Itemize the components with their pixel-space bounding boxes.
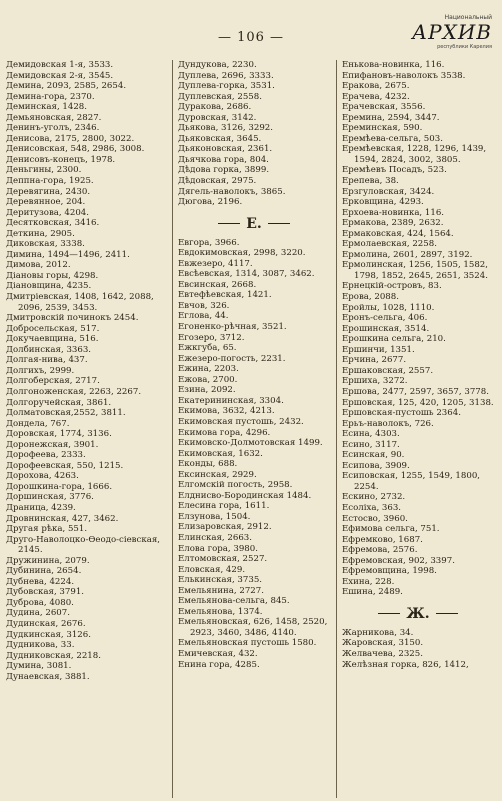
- index-entry: Ерчина, 2677.: [342, 355, 407, 366]
- index-entry: Елькинская, 3735.: [178, 575, 263, 586]
- index-entry: Екимовско-Долмотовская 1499.: [178, 438, 323, 449]
- index-entry: Еронъ-сельга, 406.: [342, 313, 428, 324]
- index-entry: Ермолина, 2601, 2897, 3192.: [342, 249, 473, 260]
- section-letter-heading: Ж.: [342, 606, 494, 622]
- index-entry: Евсѣевская, 1314, 3087, 3462.: [178, 269, 315, 280]
- index-entry: Еловская, 429.: [178, 564, 246, 575]
- index-entry: Ерачева, 4232.: [342, 91, 410, 102]
- index-entry: Денисовъ-конецъ, 1978.: [6, 154, 116, 165]
- index-entry: Екимова, 3632, 4213.: [178, 406, 275, 417]
- index-entry: Естосво, 3960.: [342, 513, 408, 524]
- column-2: [178, 60, 330, 798]
- index-entry: Добросельская, 517.: [6, 323, 100, 334]
- index-entry: Желѣзная горка, 826, 1412,: [342, 659, 469, 670]
- index-entry: Емичевская, 432.: [178, 648, 258, 659]
- index-entry: Енина гора, 4285.: [178, 659, 260, 670]
- index-entry: Денисова, 2175, 2800, 3022.: [6, 133, 135, 144]
- index-entry: Долгоноженская, 2263, 2267.: [6, 386, 142, 397]
- index-entry: Ернецкій-островъ, 83.: [342, 281, 442, 292]
- index-entry: Діановы горы, 4298.: [6, 270, 99, 281]
- index-entry: Ершовская, 125, 420, 1205, 3138.: [342, 397, 494, 408]
- index-entry: Дондела, 767.: [6, 418, 70, 429]
- section-letter-heading: Е.: [178, 216, 330, 232]
- index-entry: Егоненко-рѣчная, 3521.: [178, 322, 287, 333]
- index-entry: Есипова, 3909.: [342, 460, 410, 471]
- index-entry: Ежова, 2700.: [178, 374, 238, 385]
- index-entry: Ермолаевская, 2258.: [342, 239, 437, 250]
- index-entry: Емельяновская, 626, 1458, 2520, 2923, 3460, 3486, 4140.: [178, 617, 328, 638]
- index-entry: Дудина, 2607.: [6, 608, 70, 619]
- index-entry: Евтефѣевская, 1421.: [178, 290, 272, 301]
- index-entry: Еремѣевская, 1228, 1296, 1439, 1594, 2824, 3002, 3805.: [342, 144, 487, 165]
- index-entry: Желвачева, 2325.: [342, 648, 423, 659]
- logo-word: АРХИВ: [412, 20, 492, 44]
- index-entry: Дьякова, 3126, 3292.: [178, 123, 273, 134]
- index-entry: Ермаковская, 424, 1564.: [342, 228, 454, 239]
- index-entry: Долбинская, 3363.: [6, 344, 92, 355]
- index-entry: Ерзгуловская, 3424.: [342, 186, 435, 197]
- index-entry: Ерошинская, 3514.: [342, 323, 430, 334]
- index-entry: Ефремовщина, 1998.: [342, 566, 437, 577]
- index-entry: Дюгова, 2196.: [178, 197, 243, 208]
- index-entry: Елгомскій погость, 2958.: [178, 480, 293, 491]
- index-entry: Дровнинская, 427, 3462.: [6, 513, 119, 524]
- index-entry: Ерьъ-наволокъ, 726.: [342, 418, 434, 429]
- index-entry: Демина-гора, 2370.: [6, 91, 95, 102]
- index-entry: Евчов, 326.: [178, 300, 230, 311]
- index-entry: Дьяковская, 3645.: [178, 133, 262, 144]
- index-entry: Есина, 4303.: [342, 429, 400, 440]
- index-entry: Доронежская, 3901.: [6, 439, 99, 450]
- index-entry: Дубовская, 3791.: [6, 587, 85, 598]
- index-entry: Деминская, 1428.: [6, 102, 88, 113]
- index-entry: Доровская, 1774, 3136.: [6, 429, 112, 440]
- index-entry: Демина, 2093, 2585, 2654.: [6, 81, 127, 92]
- index-entry: Діановщина, 4235.: [6, 281, 92, 292]
- index-entry: Еремѣева-сельга, 503.: [342, 133, 443, 144]
- index-entry: Еракова, 2675.: [342, 81, 410, 92]
- index-entry: Ескино, 2732.: [342, 492, 406, 503]
- index-entry: Ерова, 2088.: [342, 292, 399, 303]
- index-entry: Дуровская, 3142.: [178, 112, 257, 123]
- index-entry: Ереминская, 590.: [342, 123, 423, 134]
- index-entry: Димова, 2012.: [6, 260, 71, 271]
- index-entry: Дорошкина-гора, 1666.: [6, 481, 113, 492]
- index-entry: Доршинская, 3776.: [6, 492, 94, 503]
- index-entry: Ефремовская, 902, 3397.: [342, 555, 455, 566]
- index-entry: Елзунова, 1504.: [178, 511, 251, 522]
- index-entry: Елднисво-Бородинская 1484.: [178, 490, 312, 501]
- logo-bottom-text: республики Карелия: [437, 44, 492, 50]
- index-entry: Дубинина, 2654.: [6, 566, 82, 577]
- index-entry: Дудкинская, 3126.: [6, 629, 91, 640]
- index-entry: Емельянина, 2727.: [178, 585, 264, 596]
- index-entry: Есино, 3117.: [342, 439, 400, 450]
- index-entry: Демидовская 2-я, 3545.: [6, 70, 114, 81]
- index-entry: Ешина, 2489.: [342, 587, 403, 598]
- index-entry: Ефремова, 2576.: [342, 545, 418, 556]
- index-entry: Ершовская-пустошь 2364.: [342, 408, 461, 419]
- index-entry: Дуракова, 2686.: [178, 102, 252, 113]
- index-entry: Долгая-нива, 437.: [6, 355, 88, 366]
- index-entry: Езина, 2092.: [178, 385, 236, 396]
- index-entry: Драница, 4239.: [6, 502, 76, 513]
- column-divider: [336, 60, 337, 798]
- index-columns: [6, 60, 500, 798]
- index-entry: Ермакова, 2389, 2632.: [342, 218, 444, 229]
- index-entry: Ежина, 2203.: [178, 364, 239, 375]
- index-entry: Дудникова, 33.: [6, 640, 75, 651]
- index-entry: Ежезеро-погость, 2231.: [178, 353, 286, 364]
- index-entry: Долгоберская, 2717.: [6, 376, 100, 387]
- index-entry: Дьячкова гора, 804.: [178, 154, 269, 165]
- index-entry: Ершаковская, 2557.: [342, 365, 434, 376]
- index-entry: Елтомовская, 2527.: [178, 554, 268, 565]
- index-entry: Есинская, 90.: [342, 450, 405, 461]
- column-1: [6, 60, 166, 798]
- index-entry: Еройлы, 1028, 1110.: [342, 302, 435, 313]
- index-entry: Елинская, 2663.: [178, 532, 252, 543]
- index-entry: Еремина, 2594, 3447.: [342, 112, 440, 123]
- page-number: — 106 —: [217, 30, 285, 45]
- index-entry: Деревянное, 204.: [6, 197, 86, 208]
- index-entry: Дмитровскій починокъ 2454.: [6, 313, 139, 324]
- index-entry: Емельяновская пустошь 1580.: [178, 638, 317, 649]
- index-entry: Есоліха, 363.: [342, 502, 402, 513]
- index-entry: Деткина, 2905.: [6, 228, 75, 239]
- index-entry: Ерошкина сельга, 210.: [342, 334, 446, 345]
- index-entry: Докучаевщина, 516.: [6, 334, 99, 345]
- index-entry: Долгоручейская, 3861.: [6, 397, 112, 408]
- index-entry: Демидовская 1-я, 3533.: [6, 60, 114, 70]
- index-entry: Деппна-гора, 1925.: [6, 176, 94, 187]
- index-entry: Ексинская, 2929.: [178, 469, 257, 480]
- index-entry: Дундукова, 2230.: [178, 60, 257, 70]
- index-entry: Долматовская,2552, 3811.: [6, 408, 126, 419]
- index-entry: Евгора, 3966.: [178, 237, 240, 248]
- index-entry: Деритузова, 4204.: [6, 207, 90, 218]
- index-entry: Егозеро, 3712.: [178, 332, 245, 343]
- index-entry: Другая рѣка, 551.: [6, 524, 88, 535]
- index-entry: Епифановъ-наволокъ 3538.: [342, 70, 466, 81]
- index-entry: Емельянова, 1374.: [178, 606, 263, 617]
- index-entry: Ехина, 228.: [342, 576, 395, 587]
- index-entry: Елова гора, 3980.: [178, 543, 258, 554]
- index-entry: Долгихъ, 2999.: [6, 365, 75, 376]
- index-entry: Друго-Наволоцко-Ѳеодо-сіевская, 2145.: [6, 534, 160, 556]
- index-entry: Демьяновская, 2827.: [6, 112, 102, 123]
- index-entry: Екатерининская, 3304.: [178, 395, 284, 406]
- index-entry: Еглова, 44.: [178, 311, 229, 322]
- index-entry: Еремѣевъ Посадъ, 523.: [342, 165, 447, 176]
- index-entry: Ершинчи, 1351.: [342, 344, 415, 355]
- index-entry: Ерковщина, 4293.: [342, 197, 424, 208]
- index-entry: Дунаевская, 3881.: [6, 671, 90, 682]
- index-entry: Жаровская, 3150.: [342, 638, 424, 649]
- index-entry: Дягель-наволокъ, 3865.: [178, 186, 286, 197]
- index-entry: Ершова, 2477, 2597, 3657, 3778.: [342, 386, 489, 397]
- index-entry: Елизаровская, 2912.: [178, 522, 272, 533]
- index-entry: Дудинская, 2676.: [6, 618, 86, 629]
- index-entry: Ершиха, 3272.: [342, 376, 408, 387]
- index-entry: Дѣдова горка, 3899.: [178, 165, 270, 176]
- index-entry: Деревягина, 2430.: [6, 186, 91, 197]
- index-entry: Деньгины, 2300.: [6, 165, 82, 176]
- index-entry: Дмитріевская, 1408, 1642, 2088, 2096, 2539, 3453.: [6, 292, 154, 313]
- index-entry: Денинъ-уголъ, 2346.: [6, 123, 100, 134]
- index-entry: Диковская, 3338.: [6, 239, 85, 250]
- index-entry: Екимова гора, 4296.: [178, 427, 271, 438]
- index-entry: Ежкгуба, 65.: [178, 343, 237, 354]
- index-entry: Дѣдовская, 2975.: [178, 176, 257, 187]
- index-entry: Емельянова-сельга, 845.: [178, 596, 290, 607]
- index-entry: Денисовская, 548, 2986, 3008.: [6, 144, 145, 155]
- column-divider: [172, 60, 173, 798]
- index-entry: Димина, 1494—1496, 2411.: [6, 249, 130, 260]
- index-entry: Еконды, 688.: [178, 459, 238, 470]
- index-entry: Ерепева, 38.: [342, 176, 399, 187]
- index-entry: Дудниковская, 2218.: [6, 650, 101, 661]
- index-entry: Думина, 3081.: [6, 661, 72, 672]
- index-entry: Евдокимовская, 2998, 3220.: [178, 248, 306, 259]
- index-entry: Енькова-новинка, 116.: [342, 60, 445, 70]
- index-entry: Есиповская, 1255, 1549, 1800, 2254.: [342, 471, 481, 492]
- index-entry: Евсинская, 2668.: [178, 279, 257, 290]
- index-entry: Ерхоева-новинка, 116.: [342, 207, 445, 218]
- index-entry: Дуплева-горка, 3531.: [178, 81, 275, 92]
- index-entry: Евжезеро, 4117.: [178, 258, 253, 269]
- index-entry: Дружинина, 2079.: [6, 555, 90, 566]
- index-entry: Дуброва, 4080.: [6, 597, 74, 608]
- index-entry: Ефимова сельга, 751.: [342, 524, 440, 535]
- index-entry: Жарникова, 34.: [342, 627, 414, 638]
- index-entry: Дуплева, 2696, 3333.: [178, 70, 274, 81]
- index-entry: Дорофеева, 2333.: [6, 450, 86, 461]
- index-entry: Десятковская, 3416.: [6, 218, 100, 229]
- index-entry: Дорофеевская, 550, 1215.: [6, 460, 124, 471]
- index-entry: Екимовская пустошь, 2432.: [178, 416, 304, 427]
- logo-top-text: Национальный: [444, 14, 492, 21]
- archive-logo: [404, 14, 496, 54]
- index-entry: Елесина гора, 1611.: [178, 501, 270, 512]
- index-entry: Дубнева, 4224.: [6, 576, 75, 587]
- index-entry: Дуплевская, 2558.: [178, 91, 262, 102]
- column-3: [342, 60, 494, 798]
- index-entry: Ерачевская, 3556.: [342, 102, 426, 113]
- index-entry: Ермолинская, 1256, 1505, 1582, 1798, 1852, 2645, 2651, 3524.: [342, 260, 489, 281]
- index-entry: Ефремково, 1687.: [342, 534, 423, 545]
- index-entry: Дорохова, 4263.: [6, 471, 79, 482]
- index-entry: Дьяконовская, 2361.: [178, 144, 273, 155]
- index-entry: Екимовская, 1632.: [178, 448, 263, 459]
